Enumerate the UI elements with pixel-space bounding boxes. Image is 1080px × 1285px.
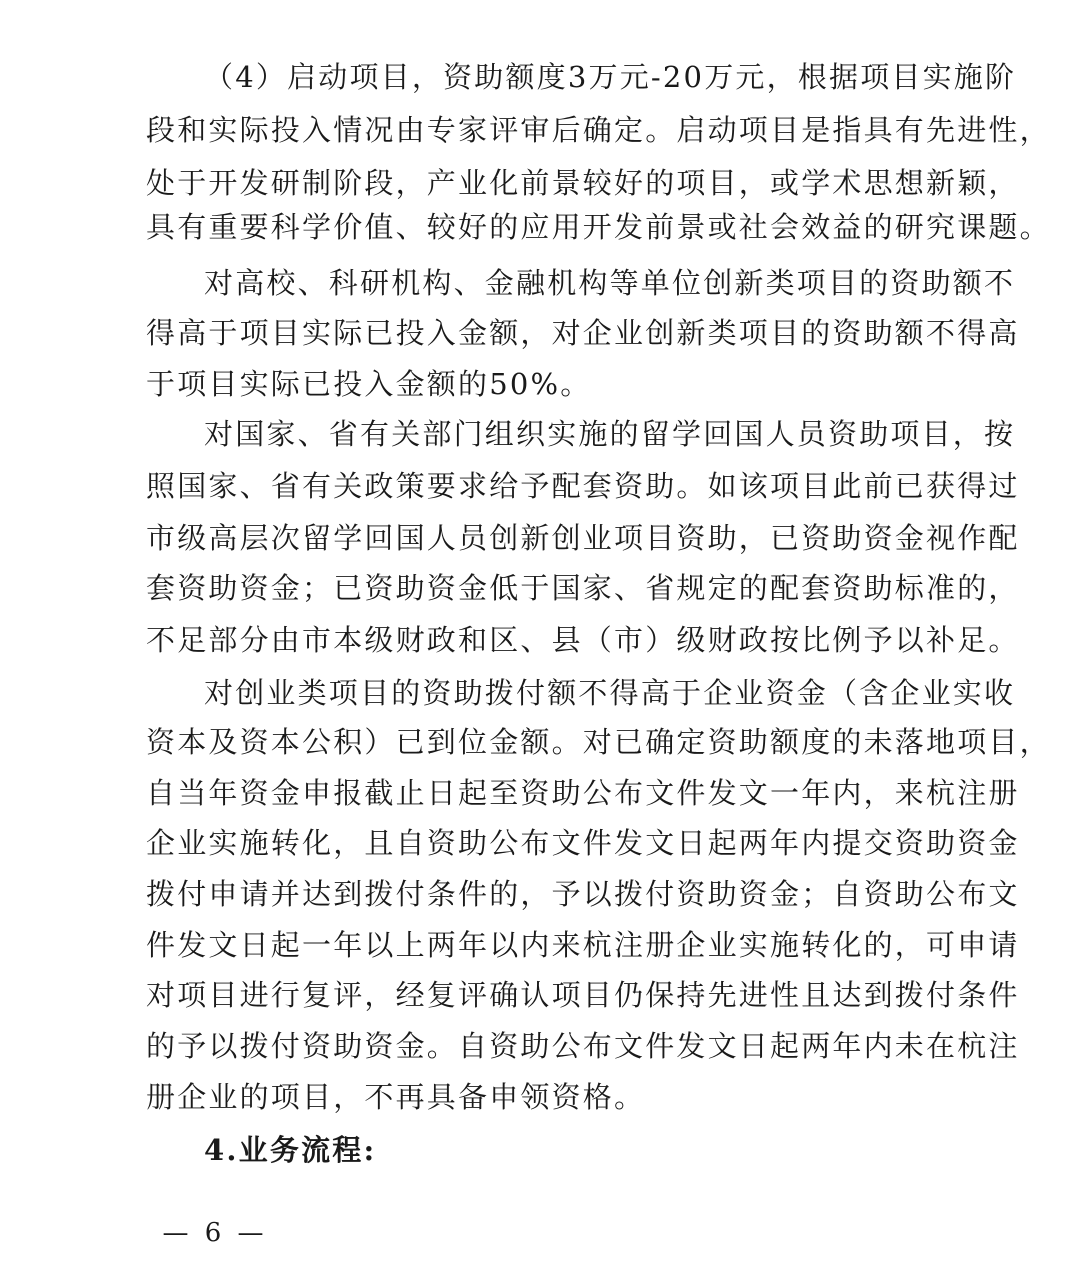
paragraph-4-line-7: 对项目进行复评，经复评确认项目仍保持先进性且达到拨付条件 [146,978,1020,1012]
paragraph-4-line-3: 自当年资金申报截止日起至资助公布文件发文一年内，来杭注册 [146,776,1020,810]
paragraph-4-line-8: 的予以拨付资助资金。自资助公布文件发文日起两年内未在杭注 [146,1029,1020,1063]
paragraph-2-line-2: 得高于项目实际已投入金额，对企业创新类项目的资助额不得高 [146,316,1020,350]
paragraph-1-line-3: 处于开发研制阶段，产业化前景较好的项目，或学术思想新颖， [146,166,1020,200]
paragraph-3-line-4: 套资助资金；已资助资金低于国家、省规定的配套资助标准的， [146,571,1020,605]
paragraph-4-line-1: 对创业类项目的资助拨付额不得高于企业资金（含企业实收 [204,676,1016,710]
paragraph-4-line-6: 件发文日起一年以上两年以内来杭注册企业实施转化的，可申请 [146,928,1020,962]
paragraph-3-line-2: 照国家、省有关政策要求给予配套资助。如该项目此前已获得过 [146,469,1020,503]
paragraph-1-line-2: 段和实际投入情况由专家评审后确定。启动项目是指具有先进性， [146,113,1051,147]
paragraph-4-line-9: 册企业的项目，不再具备申领资格。 [146,1080,646,1114]
paragraph-3-line-5: 不足部分由市本级财政和区、县（市）级财政按比例予以补足。 [146,623,1020,657]
paragraph-1-line-1: （4）启动项目，资助额度3万元-20万元，根据项目实施阶 [204,60,1017,94]
paragraph-4-line-2: 资本及资本公积）已到位金额。对已确定资助额度的未落地项目， [146,725,1051,759]
page-number: — 6 — [162,1218,268,1248]
paragraph-3-line-1: 对国家、省有关部门组织实施的留学回国人员资助项目，按 [204,417,1016,451]
paragraph-4-line-5: 拨付申请并达到拨付条件的，予以拨付资助资金；自资助公布文 [146,877,1020,911]
paragraph-4-line-4: 企业实施转化，且自资助公布文件发文日起两年内提交资助资金 [146,826,1020,860]
paragraph-3-line-3: 市级高层次留学回国人员创新创业项目资助，已资助资金视作配 [146,521,1020,555]
paragraph-1-line-4: 具有重要科学价值、较好的应用开发前景或社会效益的研究课题。 [146,210,1051,244]
section-heading: 4.业务流程: [204,1133,377,1167]
paragraph-2-line-1: 对高校、科研机构、金融机构等单位创新类项目的资助额不 [204,266,1016,300]
paragraph-2-line-3: 于项目实际已投入金额的50%。 [146,367,592,401]
